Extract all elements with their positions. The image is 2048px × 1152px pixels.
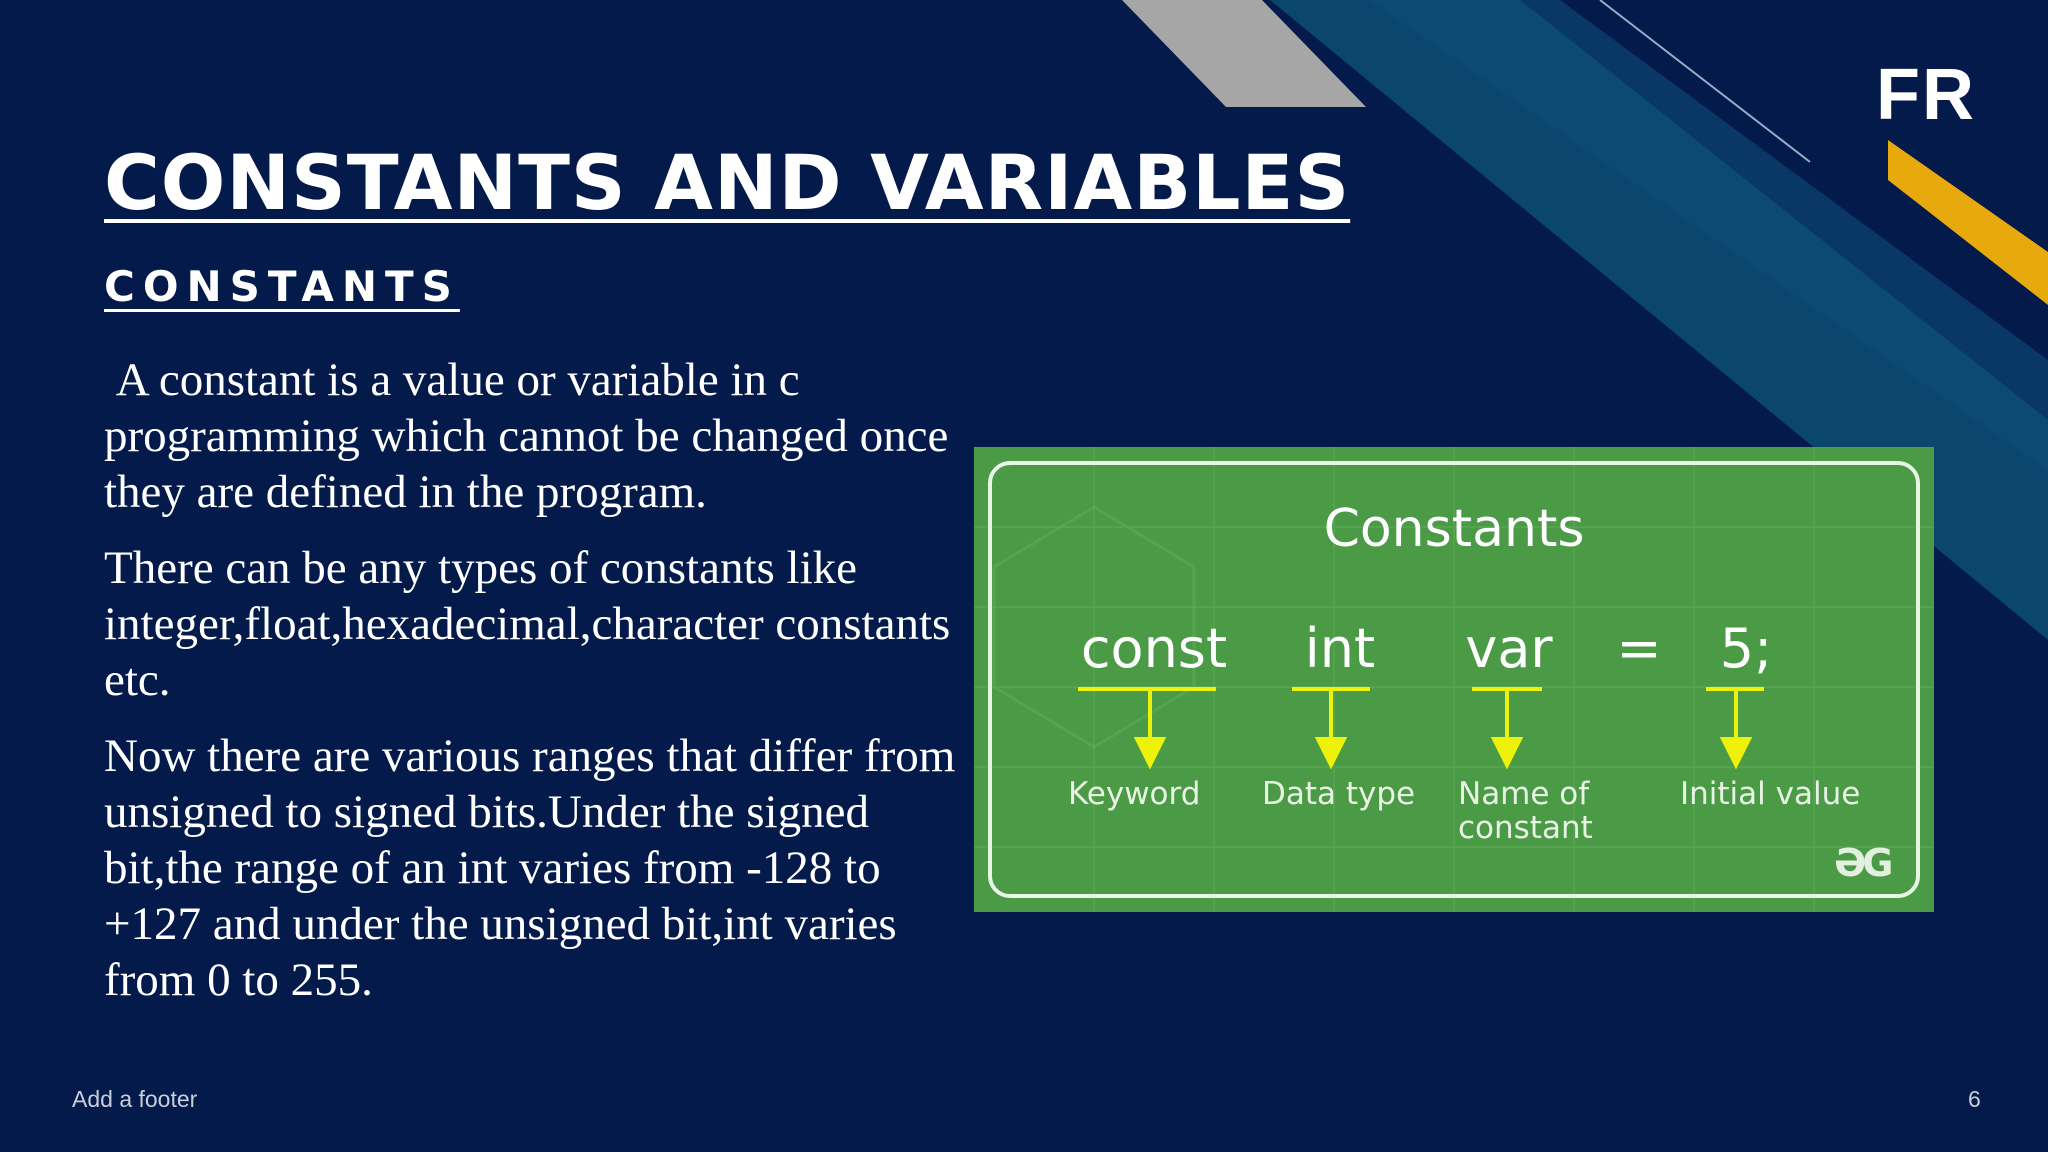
diagram-title: Constants (1323, 499, 1585, 559)
paragraph: There can be any types of constants like integer,float,hexadecimal,character constants etc. (104, 542, 951, 706)
paragraph: Now there are various ranges that differ from unsigned to signed bits.Under the signed bit,the range of an int varies from -128 to +127 and under the unsigned bit,int varies from 0 to 255. (104, 730, 956, 1006)
token-var: var (1465, 617, 1553, 680)
arrow-head (1318, 739, 1344, 765)
paragraph: A constant is a value or variable in c programming which cannot be changed once they are defined in the program. (104, 354, 961, 518)
page-number: 6 (1968, 1086, 1981, 1112)
constants-diagram-image (974, 447, 1934, 912)
caption-name-of-constant: Name of constant (1458, 776, 1593, 846)
arrow-head (1494, 739, 1520, 765)
caption-keyword: Keyword (1068, 776, 1201, 812)
body-text (104, 352, 964, 1028)
arrow-head (1137, 739, 1163, 765)
arrow-head (1723, 739, 1749, 765)
token-int: int (1304, 617, 1376, 680)
slide-title: CONSTANTS AND VARIABLES (104, 138, 1351, 227)
token-const: const (1080, 617, 1228, 680)
caption-data-type: Data type (1262, 776, 1416, 812)
brand-logo: FR (1876, 55, 1976, 135)
token-value: 5; (1719, 617, 1773, 680)
footer-text[interactable]: Add a footer (72, 1086, 198, 1112)
caption-initial-value: Initial value (1680, 776, 1861, 812)
token-equals: = (1616, 617, 1662, 680)
brand-watermark: ƏG (1834, 841, 1890, 885)
pointer-arrows (974, 447, 1934, 912)
section-subtitle: CONSTANTS (104, 262, 460, 311)
